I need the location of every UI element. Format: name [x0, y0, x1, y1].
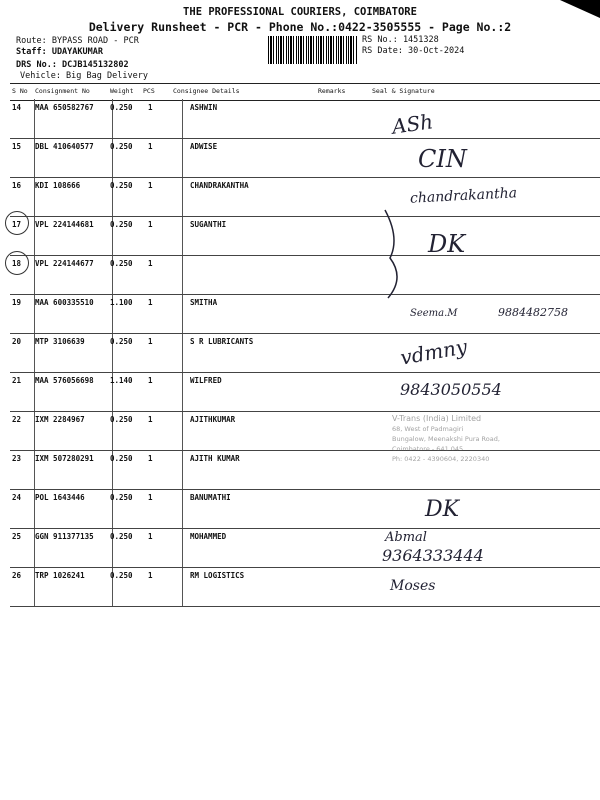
serial-number: 22 [12, 415, 22, 424]
pieces: 1 [148, 454, 153, 463]
pieces: 1 [148, 376, 153, 385]
vehicle-label: Vehicle: Big Bag Delivery [20, 71, 148, 81]
weight: 0.250 [110, 259, 133, 268]
consignee-name: ASHWIN [190, 103, 218, 112]
signature-row-24: DK [425, 497, 460, 522]
consignment-number: MAA 650582767 [35, 103, 94, 112]
table-row [10, 99, 600, 139]
consignee-name: MOHAMMED [190, 532, 227, 541]
stamp-line: Coimbatore - 641 045 [392, 445, 464, 453]
serial-number: 23 [12, 454, 22, 463]
weight: 0.250 [110, 181, 133, 190]
table-row [10, 333, 600, 373]
consignee-name: AJITH KUMAR [190, 454, 240, 463]
signature-row-20: vdmny [398, 334, 469, 370]
weight: 0.250 [110, 493, 133, 502]
serial-number: 21 [12, 376, 22, 385]
signature-row-17: DK [428, 230, 466, 258]
pieces: 1 [148, 103, 153, 112]
consignee-name: SMITHA [190, 298, 218, 307]
company-title: THE PROFESSIONAL COURIERS, COIMBATORE [183, 6, 417, 18]
col-seal-signature: Seal & Signature [372, 87, 435, 95]
table-row [10, 489, 600, 529]
signature-row-15: CIN [418, 145, 467, 173]
col-weight: Weight [110, 87, 134, 95]
consignment-number: VPL 224144681 [35, 220, 94, 229]
weight: 0.250 [110, 454, 133, 463]
pieces: 1 [148, 181, 153, 190]
pieces: 1 [148, 493, 153, 502]
consignment-number: TRP 1026241 [35, 571, 85, 580]
table-row [10, 216, 600, 256]
consignee-name: WILFRED [190, 376, 222, 385]
consignee-name: SUGANTHI [190, 220, 227, 229]
consignee-name: ADWISE [190, 142, 218, 151]
weight: 0.250 [110, 220, 133, 229]
row-18-circle-mark [5, 251, 29, 275]
pieces: 1 [148, 298, 153, 307]
consignee-name: RM LOGISTICS [190, 571, 245, 580]
staff-label: Staff: UDAYAKUMAR [16, 47, 103, 57]
serial-number: 15 [12, 142, 22, 151]
weight: 0.250 [110, 142, 133, 151]
pieces: 1 [148, 259, 153, 268]
signature-row-21: 9843050554 [400, 380, 502, 399]
pieces: 1 [148, 337, 153, 346]
signature-row-16: chandrakantha [409, 185, 518, 207]
serial-number: 20 [12, 337, 22, 346]
serial-number: 24 [12, 493, 22, 502]
table-row [10, 528, 600, 568]
barcode [268, 36, 358, 64]
stamp-line: Bungalow, Meenakshi Pura Road, [392, 435, 500, 443]
pieces: 1 [148, 571, 153, 580]
stamp-line: V-Trans (India) Limited [392, 414, 482, 423]
weight: 0.250 [110, 532, 133, 541]
company-stamp [392, 414, 582, 494]
table-row [10, 567, 600, 607]
signature-row-14: ASh [390, 109, 435, 139]
consignment-number: MTP 3106639 [35, 337, 85, 346]
signature-row-25-name: Abmal [385, 530, 427, 545]
stamp-line: 68, West of Padmagiri [392, 425, 464, 433]
weight: 0.250 [110, 337, 133, 346]
consignment-number: IXM 2284967 [35, 415, 85, 424]
serial-number: 25 [12, 532, 22, 541]
brace-mark [380, 208, 410, 303]
col-consignee: Consignee Details [173, 87, 240, 95]
table-row [10, 255, 600, 295]
weight: 1.140 [110, 376, 133, 385]
pieces: 1 [148, 415, 153, 424]
pieces: 1 [148, 532, 153, 541]
consignment-number: KDI 108666 [35, 181, 81, 190]
consignment-number: IXM 507280291 [35, 454, 94, 463]
consignment-number: DBL 410640577 [35, 142, 94, 151]
consignment-number: POL 1643446 [35, 493, 85, 502]
signature-row-19-name: Seema.M [410, 308, 458, 319]
consignment-number: MAA 576056698 [35, 376, 94, 385]
signature-row-19-phone: 9884482758 [498, 306, 568, 319]
runsheet-subtitle: Delivery Runsheet - PCR - Phone No.:0422-3505555 - Page No.:2 [88, 20, 512, 34]
weight: 1.100 [110, 298, 133, 307]
consignment-number: GGN 911377135 [35, 532, 94, 541]
rs-number: RS No.: 1451328 [362, 35, 439, 45]
serial-number: 18 [12, 259, 22, 268]
col-sno: S No [12, 87, 28, 95]
drs-label: DRS No.: DCJB145132802 [16, 60, 129, 70]
serial-number: 17 [12, 220, 22, 229]
signature-row-26: Moses [390, 578, 436, 594]
consignee-name: CHANDRAKANTHA [190, 181, 249, 190]
serial-number: 14 [12, 103, 22, 112]
consignee-name: S R LUBRICANTS [190, 337, 254, 346]
row-17-circle-mark [5, 211, 29, 235]
weight: 0.250 [110, 415, 133, 424]
col-consignment: Consignment No [35, 87, 90, 95]
pieces: 1 [148, 142, 153, 151]
consignment-number: MAA 600335510 [35, 298, 94, 307]
weight: 0.250 [110, 571, 133, 580]
route-label: Route: BYPASS ROAD - PCR [16, 36, 139, 46]
consignee-name: BANUMATHI [190, 493, 231, 502]
col-pcs: PCS [143, 87, 155, 95]
serial-number: 19 [12, 298, 22, 307]
rs-date: RS Date: 30-Oct-2024 [362, 46, 465, 56]
consignee-name: AJITHKUMAR [190, 415, 236, 424]
consignment-number: VPL 224144677 [35, 259, 94, 268]
pieces: 1 [148, 220, 153, 229]
table-row [10, 372, 600, 412]
col-remarks: Remarks [318, 87, 346, 95]
signature-row-25-phone: 9364333444 [382, 546, 484, 565]
serial-number: 26 [12, 571, 22, 580]
serial-number: 16 [12, 181, 22, 190]
weight: 0.250 [110, 103, 133, 112]
table-row [10, 138, 600, 178]
stamp-line: Ph: 0422 - 4390604, 2220340 [392, 455, 490, 463]
